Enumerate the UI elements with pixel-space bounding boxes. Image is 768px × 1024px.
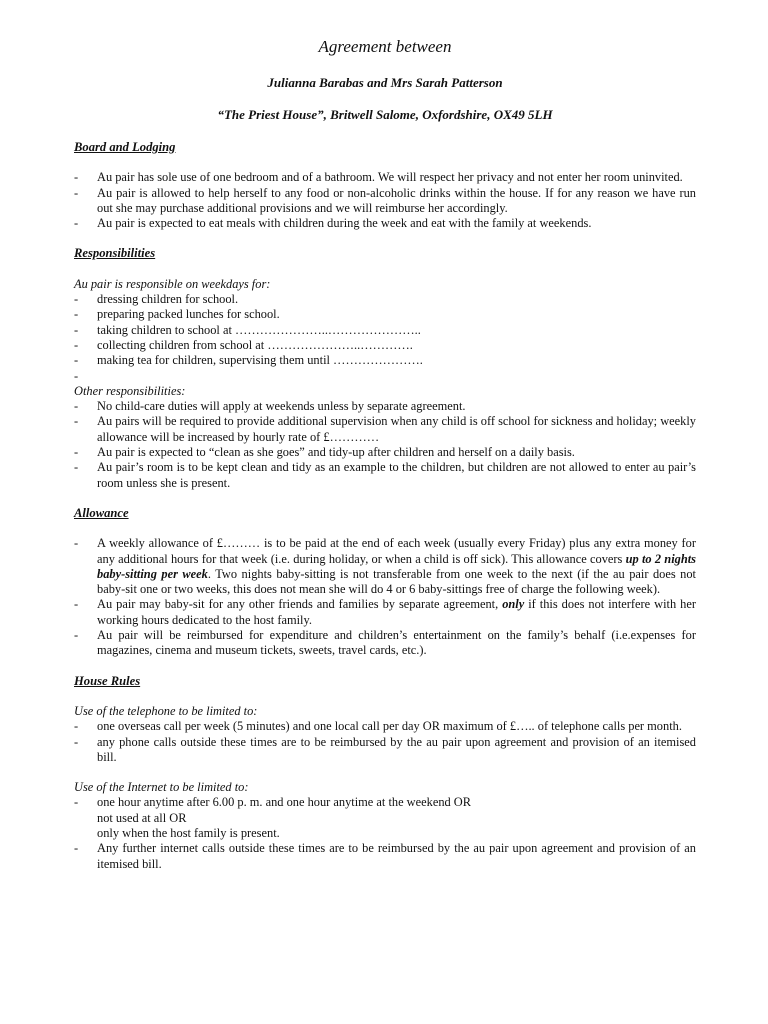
house-rules-heading: House Rules bbox=[74, 673, 141, 688]
list-item: - bbox=[74, 368, 79, 383]
list-item: - taking children to school at …………………..………………….. bbox=[74, 322, 421, 337]
list-item: - Au pair is expected to “clean as she goes” and tidy-up after children and herself on a daily basis. bbox=[74, 445, 575, 460]
list-item: - any phone calls outside these times are to be reimbursed by the au pair upon agreement and provision of an itemised bill. bbox=[74, 734, 696, 764]
internet-option-line: only when the host family is present. bbox=[97, 825, 280, 840]
board-heading: Board and Lodging bbox=[74, 140, 176, 154]
board-list bbox=[74, 170, 696, 231]
other-list bbox=[74, 399, 696, 491]
list-item: - preparing packed lunches for school. bbox=[74, 307, 280, 322]
address-line: “The Priest House”, Britwell Salome, Oxfordshire, OX49 5LH bbox=[217, 107, 553, 122]
internet-list-2 bbox=[74, 841, 696, 872]
list-item: - Au pairs will be required to provide additional supervision when any child is off school for sickness and holiday; weekly allowance will be increased by hourly rate of £………… bbox=[74, 414, 696, 444]
internet-intro: Use of the Internet to be limited to: bbox=[74, 780, 249, 795]
list-item: - Au pair will be reimbursed for expenditure and children’s entertainment on the family’s behalf (i.e.expenses for magazines, cinema and museum tickets, sweets, travel cards, etc.). bbox=[74, 628, 696, 658]
internet-list bbox=[74, 795, 696, 810]
internet-option-line: not used at all OR bbox=[97, 810, 187, 825]
document-page bbox=[74, 36, 696, 872]
list-item: - Au pair’s room is to be kept clean and tidy as an example to the children, but children are not allowed to enter au pair’s room unless she is present. bbox=[74, 460, 696, 490]
document-title: Agreement between bbox=[318, 37, 452, 56]
weekday-list bbox=[74, 292, 696, 384]
list-item: - Au pair may baby-sit for any other friends and families by separate agreement, only if this does not interfere with her working hours dedicated to the host family. bbox=[74, 597, 696, 627]
list-item: - one hour anytime after 6.00 p. m. and one hour anytime at the weekend OR bbox=[74, 795, 472, 810]
weekday-intro: Au pair is responsible on weekdays for: bbox=[74, 276, 271, 291]
list-item: - Au pair is allowed to help herself to any food or non-alcoholic drinks within the house. If for any reason we have run out she may purchase additional provisions and we will reimburse her accordingly. bbox=[74, 185, 696, 215]
other-intro: Other responsibilities: bbox=[74, 383, 186, 398]
list-item: - A weekly allowance of £……… is to be paid at the end of each week (usually every Friday) plus any extra money for any additional hours for that week (i.e. during holiday, or when a child is off sick). This allowance covers up to 2 nights baby-sitting per week. Two nights baby-sitting is not transferable from one week to the next (if the au pair does not baby-sit one or two weeks, this does not mean she will do 4 or 6 baby-sittings free of charge the following week). bbox=[74, 536, 697, 597]
list-item: - Au pair has sole use of one bedroom and of a bathroom. We will respect her privacy and not enter her room uninvited. bbox=[74, 170, 683, 185]
allowance-list bbox=[74, 536, 696, 658]
phone-list bbox=[74, 719, 696, 765]
list-item: - one overseas call per week (5 minutes) and one local call per day OR maximum of £….. of telephone calls per month. bbox=[74, 719, 682, 734]
list-item: - Au pair is expected to eat meals with children during the week and eat with the family at weekends. bbox=[74, 216, 592, 231]
list-item: - Any further internet calls outside these times are to be reimbursed by the au pair upon agreement and provision of an itemised bill. bbox=[74, 841, 696, 871]
phone-intro: Use of the telephone to be limited to: bbox=[74, 703, 258, 718]
responsibilities-heading: Responsibilities bbox=[74, 246, 156, 261]
allowance-heading: Allowance bbox=[74, 505, 129, 520]
list-item: - collecting children from school at …………………..…………. bbox=[74, 337, 413, 352]
list-item: - No child-care duties will apply at weekends unless by separate agreement. bbox=[74, 399, 466, 414]
parties-line: Julianna Barabas and Mrs Sarah Patterson bbox=[267, 75, 503, 90]
list-item: - making tea for children, supervising them until …………………. bbox=[74, 353, 423, 368]
list-item: - dressing children for school. bbox=[74, 292, 239, 307]
